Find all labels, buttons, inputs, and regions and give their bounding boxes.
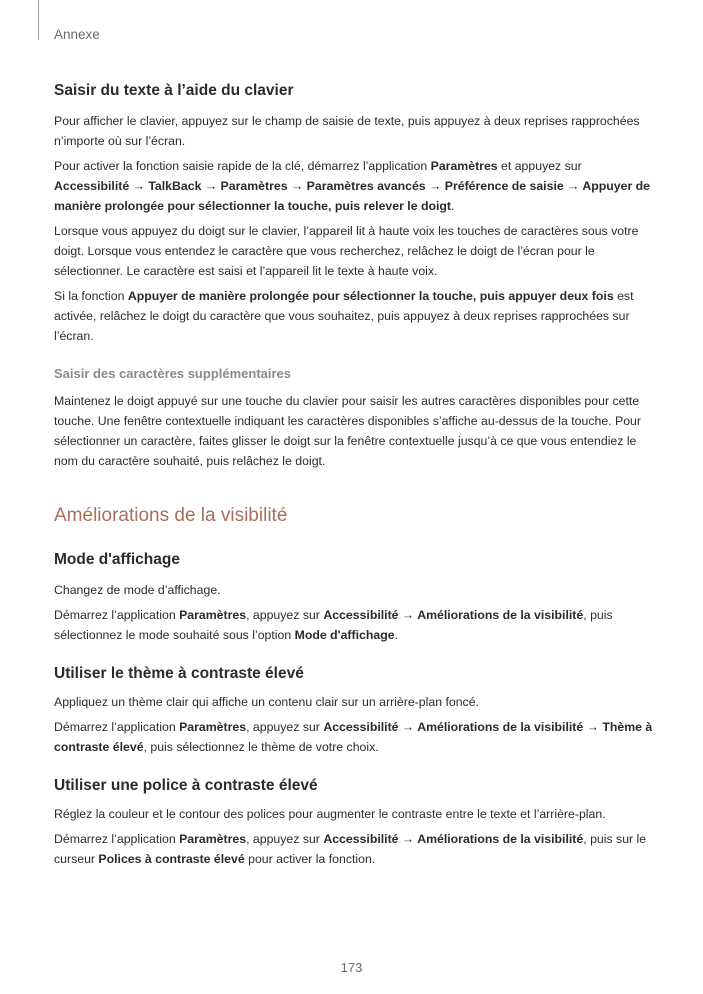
paragraph: Réglez la couleur et le contour des polices pour augmenter le contraste entre le texte et l’arrière-plan. (54, 807, 606, 821)
paragraph: Si la fonction Appuyer de manière prolongée pour sélectionner la touche, puis appuyer deux fois est activée, relâchez le doigt du caractère que vous souhaitez, puis appuyez à deux reprises rapprochées sur l’écran. (54, 289, 634, 343)
section-title-high-contrast-theme: Utiliser le thème à contraste élevé (54, 665, 304, 682)
paragraph: Maintenez le doigt appuyé sur une touche du clavier pour saisir les autres caractères disponibles pour cette touche. Une fenêtre contextuelle indiquant les caractères disponibles s’affiche au-dessus de la touche. Pour sélectionner un caractère, faites glisser le doigt sur la fenêtre contextuelle jusqu’à ce que vous entendiez le nom du caractère souhaité, puis relâchez le doigt. (54, 394, 641, 468)
paragraph: Changez de mode d’affichage. (54, 583, 221, 597)
margin-rule (38, 0, 39, 40)
page-number: 173 (340, 960, 363, 975)
running-header: Annexe (54, 27, 100, 42)
paragraph: Pour activer la fonction saisie rapide de la clé, démarrez l’application Paramètres et appuyez sur Accessibilité → TalkBack → Paramètres → Paramètres avancés → Préférence de saisie → Appuyer de manière prolongée pour sélectionner la touche, puis relever le doigt. (54, 159, 651, 213)
paragraph: Pour afficher le clavier, appuyez sur le champ de saisie de texte, puis appuyez à deux reprises rapprochées n’importe où sur l’écran. (54, 114, 640, 148)
section-title-keyboard: Saisir du texte à l’aide du clavier (54, 82, 294, 99)
page-content (54, 82, 654, 874)
paragraph: Lorsque vous appuyez du doigt sur le clavier, l’appareil lit à haute voix les touches de caractères sous votre doigt. Lorsque vous entendez le caractère que vous recherchez, relâchez le doigt de l’écran pour le sélectionner. Le caractère est saisi et l’appareil lit le texte à haute voix. (54, 224, 639, 278)
paragraph: Démarrez l’application Paramètres, appuyez sur Accessibilité → Améliorations de la visibilité → Thème à contraste élevé, puis sélectionnez le thème de votre choix. (54, 720, 653, 754)
paragraph: Appliquez un thème clair qui affiche un contenu clair sur un arrière-plan foncé. (54, 695, 479, 709)
paragraph: Démarrez l’application Paramètres, appuyez sur Accessibilité → Améliorations de la visibilité, puis sur le curseur Polices à contraste élevé pour activer la fonction. (54, 832, 647, 866)
section-title-display-mode: Mode d'affichage (54, 551, 180, 568)
subsection-title-extra-characters: Saisir des caractères supplémentaires (54, 366, 292, 381)
section-title-high-contrast-font: Utiliser une police à contraste élevé (54, 777, 318, 794)
chapter-title-visibility: Améliorations de la visibilité (54, 505, 288, 526)
paragraph: Démarrez l’application Paramètres, appuyez sur Accessibilité → Améliorations de la visibilité, puis sélectionnez le mode souhaité sous l’option Mode d'affichage. (54, 608, 613, 642)
